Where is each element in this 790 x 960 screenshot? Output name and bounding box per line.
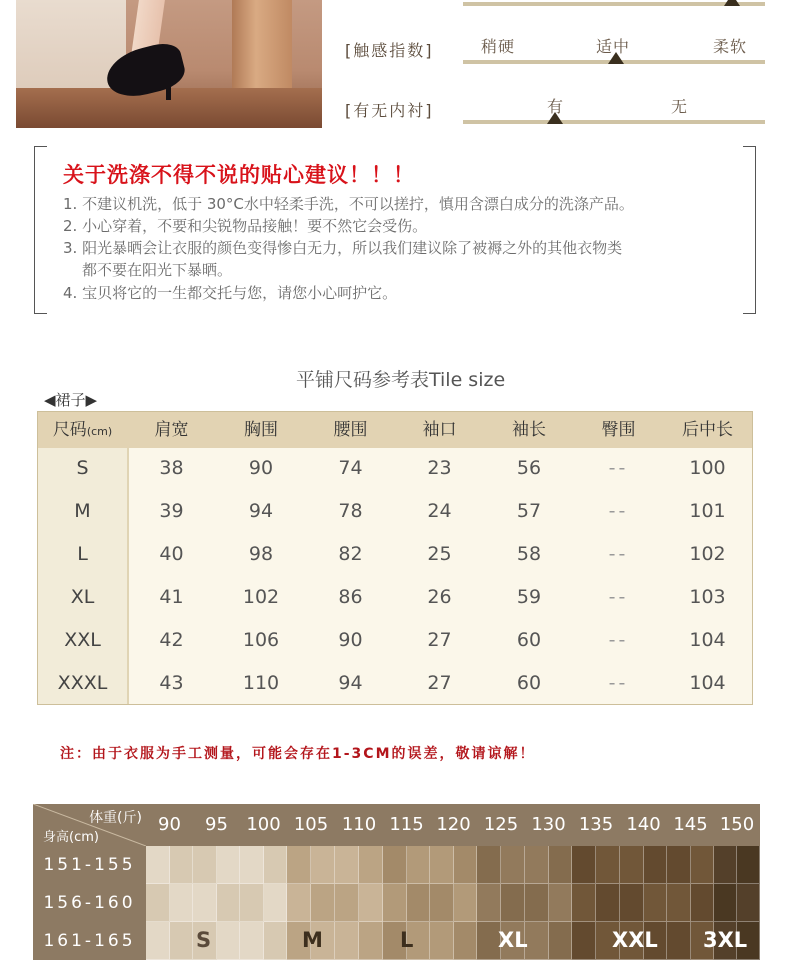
table-cell: 41 bbox=[159, 586, 184, 608]
table-cell: 60 bbox=[516, 629, 542, 651]
table-cell: -- bbox=[608, 500, 629, 522]
chart-cell bbox=[383, 884, 407, 922]
scale-marker-partial bbox=[724, 0, 740, 6]
chart-cell bbox=[240, 884, 264, 922]
header-back-length: 后中长 bbox=[682, 420, 733, 440]
chart-cell bbox=[217, 922, 240, 960]
table-cell: -- bbox=[608, 586, 629, 608]
advice-bracket-right bbox=[743, 146, 756, 314]
table-cell: -- bbox=[608, 629, 629, 651]
table-cell: 58 bbox=[516, 543, 542, 565]
chart-cell bbox=[667, 846, 691, 884]
table-cell: 86 bbox=[338, 586, 363, 608]
weight-header: 125 bbox=[477, 804, 525, 846]
header-hip: 臀围 bbox=[601, 420, 636, 440]
table-cell: 56 bbox=[516, 457, 542, 479]
weight-height-chart bbox=[33, 804, 760, 960]
chart-cell bbox=[217, 884, 240, 922]
chart-cell bbox=[287, 884, 311, 922]
size-table-title: 平铺尺码参考表Tile size bbox=[296, 369, 506, 391]
weight-header: 145 bbox=[667, 804, 714, 846]
lining-option-no: 无 bbox=[671, 97, 689, 116]
table-cell: 25 bbox=[427, 543, 452, 565]
chart-cell bbox=[667, 922, 691, 960]
chart-cell bbox=[287, 846, 311, 884]
table-cell: 60 bbox=[516, 672, 542, 694]
chart-cell bbox=[146, 922, 170, 960]
chart-cell bbox=[549, 922, 572, 960]
chart-cell bbox=[335, 922, 359, 960]
chart-cell bbox=[359, 846, 383, 884]
chart-cell bbox=[644, 846, 667, 884]
header-waist: 腰围 bbox=[333, 420, 368, 440]
advice-bracket-left bbox=[34, 146, 47, 314]
weight-header: 150 bbox=[714, 804, 760, 846]
chart-cell bbox=[477, 884, 501, 922]
chart-cell bbox=[691, 884, 714, 922]
product-photo bbox=[16, 0, 322, 128]
size-cell: S bbox=[76, 457, 89, 479]
chart-cell bbox=[549, 884, 572, 922]
weight-header: 95 bbox=[193, 804, 240, 846]
measurement-note: 注：由于衣服为手工测量，可能会存在1-3CM的误差，敬请谅解！ bbox=[60, 746, 536, 762]
chart-cell bbox=[501, 846, 525, 884]
table-cell: 24 bbox=[427, 500, 452, 522]
chart-cell bbox=[620, 884, 644, 922]
size-label: L bbox=[400, 928, 414, 952]
size-table bbox=[37, 411, 753, 705]
chart-cell bbox=[264, 846, 287, 884]
table-cell: 94 bbox=[338, 672, 363, 694]
table-cell: 23 bbox=[427, 457, 452, 479]
advice-item-3-cont: 都不要在阳光下暴晒。 bbox=[82, 261, 233, 279]
table-cell: 59 bbox=[516, 586, 542, 608]
table-cell: 90 bbox=[248, 457, 274, 479]
lining-option-yes: 有 bbox=[547, 97, 565, 116]
weight-header: 105 bbox=[287, 804, 335, 846]
chart-cell bbox=[407, 846, 430, 884]
lining-label: [有无内衬] bbox=[345, 101, 434, 120]
chart-cell bbox=[501, 884, 525, 922]
weight-header: 130 bbox=[525, 804, 572, 846]
table-cell: 38 bbox=[159, 457, 184, 479]
table-cell: 104 bbox=[689, 629, 726, 651]
chart-cell bbox=[170, 922, 193, 960]
weight-header: 120 bbox=[430, 804, 477, 846]
header-size: 尺码(cm) bbox=[52, 420, 113, 440]
chart-cell bbox=[714, 884, 737, 922]
advice-item-3: 3. 阳光暴晒会让衣服的颜色变得惨白无力，所以我们建议除了被褥之外的其他衣物类 bbox=[63, 239, 623, 257]
weight-header: 140 bbox=[620, 804, 667, 846]
size-label: S bbox=[196, 928, 212, 952]
header-cuff: 袖口 bbox=[422, 420, 457, 440]
chart-cell bbox=[572, 884, 596, 922]
chart-cell bbox=[596, 846, 620, 884]
lining-scale-marker bbox=[547, 112, 563, 124]
chart-cell bbox=[264, 922, 287, 960]
chart-cell bbox=[477, 846, 501, 884]
chart-cell bbox=[454, 846, 477, 884]
chart-cell bbox=[525, 884, 549, 922]
chart-cell bbox=[193, 846, 217, 884]
size-cell: XXXL bbox=[57, 672, 108, 694]
touch-scale-marker bbox=[608, 52, 624, 64]
size-cell: L bbox=[77, 543, 88, 565]
table-cell: 43 bbox=[159, 672, 184, 694]
height-row-label: 156-160 bbox=[33, 884, 146, 922]
table-cell: 42 bbox=[159, 629, 184, 651]
weight-header: 110 bbox=[335, 804, 383, 846]
chart-cell bbox=[170, 884, 193, 922]
table-cell: 90 bbox=[338, 629, 363, 651]
table-cell: 110 bbox=[242, 672, 280, 694]
chart-cell bbox=[714, 846, 737, 884]
touch-option-hard: 稍硬 bbox=[481, 37, 516, 56]
table-cell: 106 bbox=[242, 629, 280, 651]
chart-cell bbox=[454, 884, 477, 922]
lining-scale-track bbox=[463, 120, 765, 124]
table-cell: 100 bbox=[689, 457, 726, 479]
scale-track-partial bbox=[463, 2, 765, 6]
height-row-label: 151-155 bbox=[33, 846, 146, 884]
chart-cell bbox=[644, 884, 667, 922]
chart-cell bbox=[146, 846, 170, 884]
table-cell: 78 bbox=[338, 500, 363, 522]
header-chest: 胸围 bbox=[244, 420, 278, 440]
chart-cell bbox=[596, 884, 620, 922]
chart-cell bbox=[335, 846, 359, 884]
chart-cell bbox=[146, 884, 170, 922]
table-cell: 74 bbox=[338, 457, 363, 479]
chart-cell bbox=[407, 884, 430, 922]
chart-cell bbox=[430, 846, 454, 884]
chart-cell bbox=[525, 922, 549, 960]
size-label: 3XL bbox=[703, 928, 748, 952]
chart-cell bbox=[193, 884, 217, 922]
table-cell: -- bbox=[608, 543, 629, 565]
weight-header: 115 bbox=[383, 804, 430, 846]
chart-cell bbox=[335, 884, 359, 922]
chart-cell bbox=[549, 846, 572, 884]
chart-cell bbox=[525, 846, 549, 884]
table-cell: 103 bbox=[689, 586, 726, 608]
chart-cell bbox=[240, 846, 264, 884]
table-cell: 94 bbox=[248, 500, 274, 522]
chart-cell bbox=[691, 846, 714, 884]
chart-cell bbox=[572, 922, 596, 960]
chart-cell bbox=[430, 922, 454, 960]
chart-cell bbox=[240, 922, 264, 960]
table-cell: 102 bbox=[242, 586, 280, 608]
chart-cell bbox=[667, 884, 691, 922]
table-cell: -- bbox=[608, 672, 629, 694]
size-label: M bbox=[302, 928, 323, 952]
chart-cell bbox=[217, 846, 240, 884]
chart-cell bbox=[359, 922, 383, 960]
table-cell: 39 bbox=[159, 500, 184, 522]
chart-cell bbox=[430, 884, 454, 922]
chart-cell bbox=[311, 846, 335, 884]
table-cell: 26 bbox=[427, 586, 452, 608]
chart-cell bbox=[572, 846, 596, 884]
table-cell: -- bbox=[608, 457, 629, 479]
advice-title: 关于洗涤不得不说的贴心建议！！！ bbox=[63, 163, 415, 187]
touch-option-medium: 适中 bbox=[596, 37, 631, 56]
touch-option-soft: 柔软 bbox=[713, 37, 748, 56]
header-shoulder: 肩宽 bbox=[154, 420, 189, 440]
advice-item-2: 2. 小心穿着，不要和尖锐物品接触！要不然它会受伤。 bbox=[63, 217, 428, 235]
chart-cell bbox=[264, 884, 287, 922]
chart-cell bbox=[311, 884, 335, 922]
touch-index-label: [触感指数] bbox=[345, 41, 434, 60]
chart-cell bbox=[359, 884, 383, 922]
header-sleeve: 袖长 bbox=[512, 420, 546, 440]
size-cell: M bbox=[74, 500, 91, 522]
chart-corner: 体重(斤) 身高(cm) bbox=[33, 804, 146, 846]
weight-header: 90 bbox=[146, 804, 193, 846]
weight-header: 100 bbox=[240, 804, 287, 846]
category-nav[interactable]: ◀裙子▶ bbox=[44, 391, 98, 409]
table-cell: 40 bbox=[159, 543, 184, 565]
chart-cell bbox=[737, 846, 760, 884]
table-cell: 27 bbox=[427, 672, 452, 694]
table-cell: 57 bbox=[516, 500, 542, 522]
chart-cell bbox=[170, 846, 193, 884]
advice-item-1: 1. 不建议机洗，低于 30°C水中轻柔手洗，不可以搓拧，慎用含漂白成分的洗涤产品。 bbox=[63, 195, 634, 213]
height-row-label: 161-165 bbox=[33, 922, 146, 960]
table-cell: 27 bbox=[427, 629, 452, 651]
advice-item-4: 4. 宝贝将它的一生都交托与您，请您小心呵护它。 bbox=[63, 284, 398, 302]
size-cell: XL bbox=[70, 586, 95, 608]
size-cell: XXL bbox=[64, 629, 101, 651]
chart-cell bbox=[620, 846, 644, 884]
table-cell: 82 bbox=[338, 543, 363, 565]
table-cell: 101 bbox=[689, 500, 726, 522]
weight-header: 135 bbox=[572, 804, 620, 846]
chart-cell bbox=[737, 884, 760, 922]
chart-cell bbox=[454, 922, 477, 960]
table-cell: 98 bbox=[248, 543, 274, 565]
table-cell: 104 bbox=[689, 672, 726, 694]
size-label: XL bbox=[498, 928, 528, 952]
size-label: XXL bbox=[612, 928, 658, 952]
chart-cell bbox=[383, 846, 407, 884]
table-cell: 102 bbox=[689, 543, 726, 565]
